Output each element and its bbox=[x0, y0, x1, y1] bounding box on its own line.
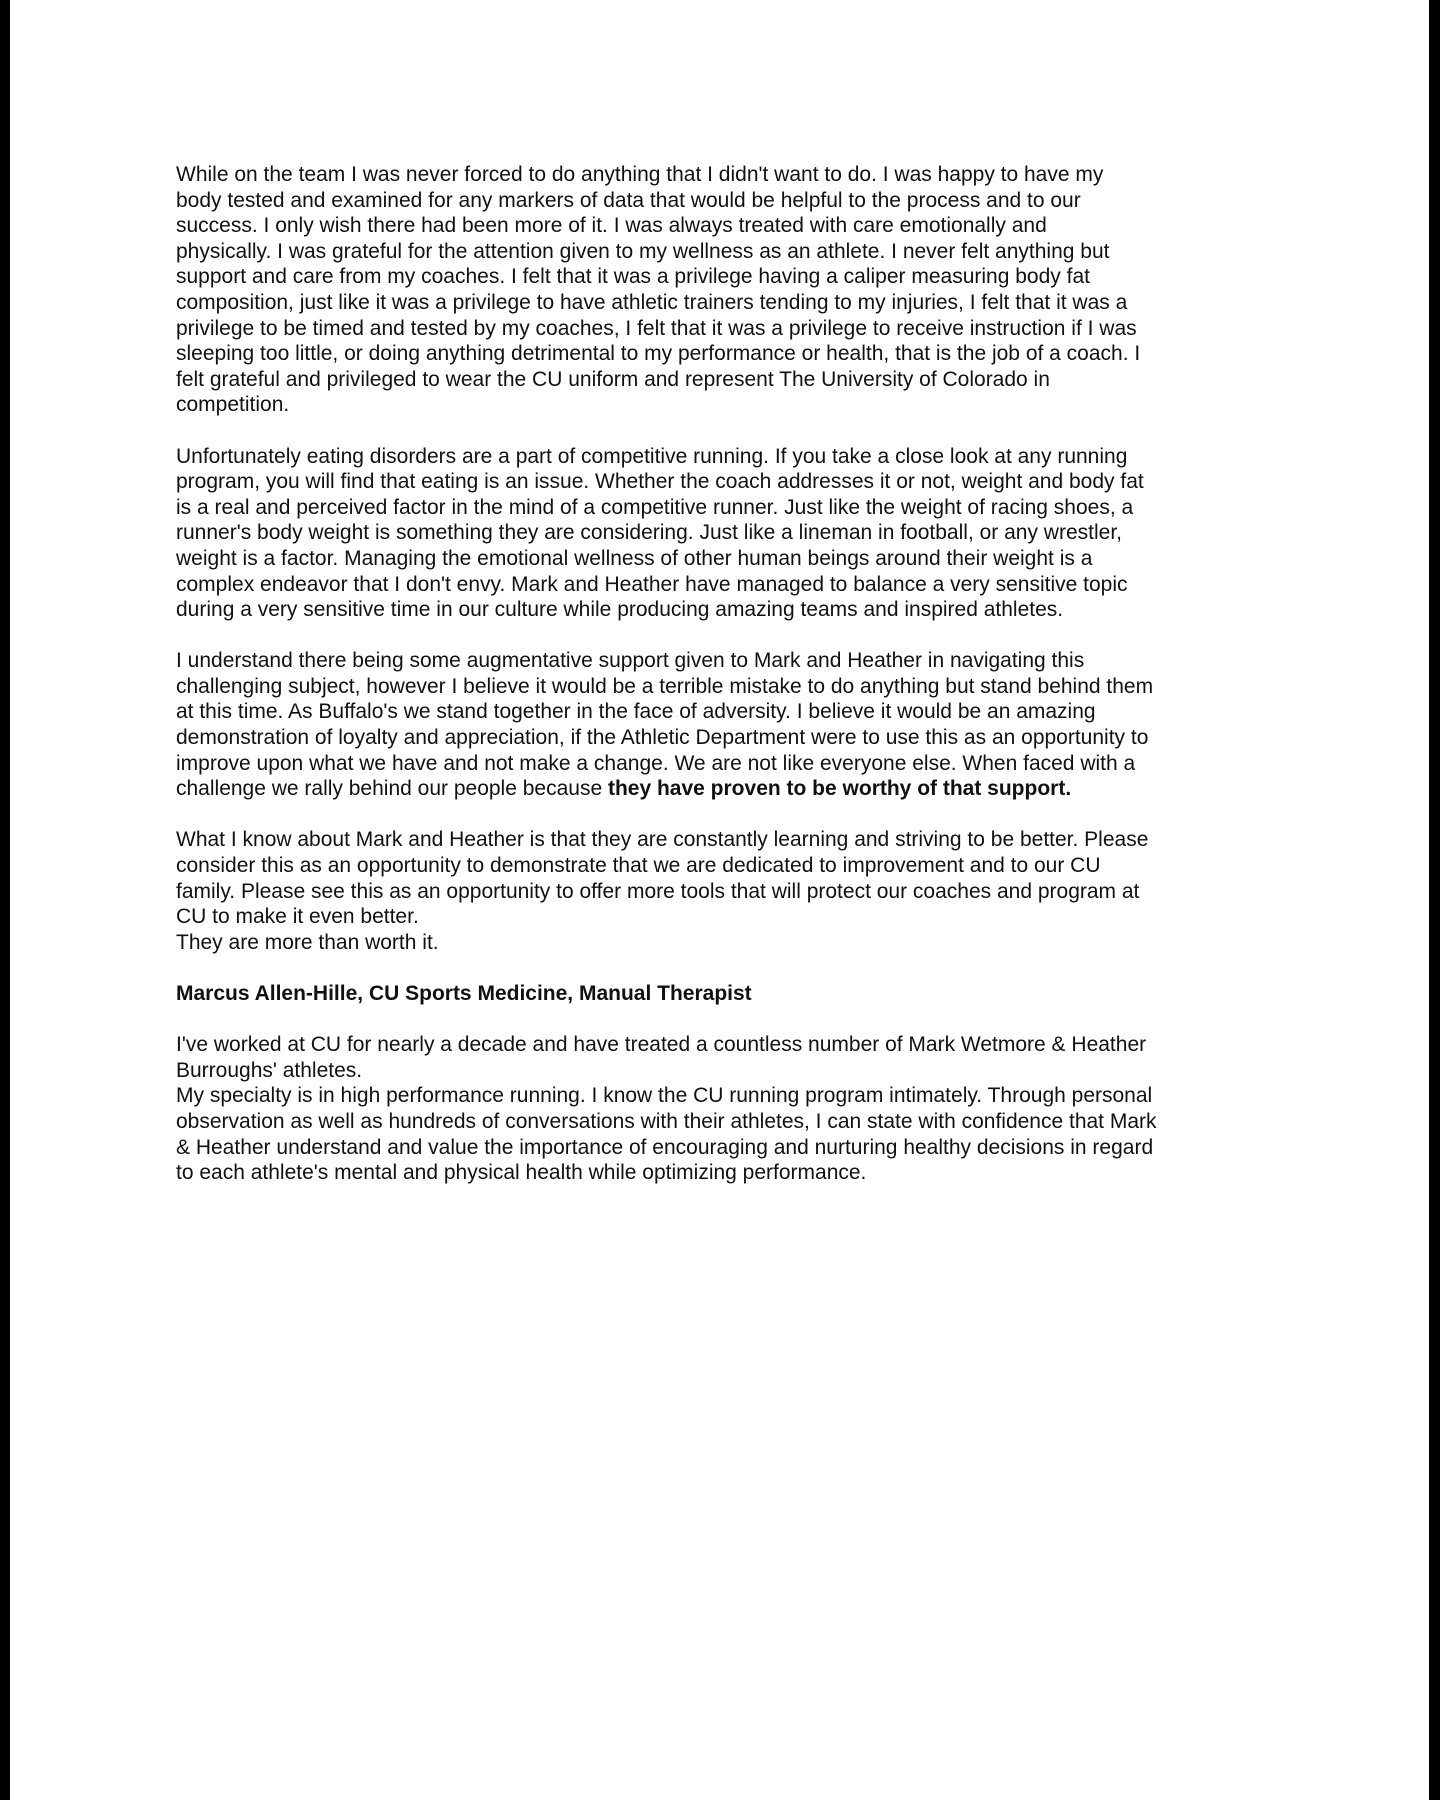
paragraph-support-text: I understand there being some augmentative support given to Mark and Heather in navigating this challenging subject, however I believe it would be a terrible mistake to do anything but stand behind them at this time. As Buffalo's we stand together in the face of adversity. I believe it would be an amazing demonstration of loyalty and appreciation, if the Athletic Department were to use this as an opportunity to improve upon what we have and not make a change. We are not like everyone else. When faced with a challenge we rally behind our people because bbox=[176, 649, 1154, 801]
paragraph-testimonial: I've worked at CU for nearly a decade and have treated a countless number of Mark Wetmore & Heather Burroughs' athletes. My specialty is in high performance running. I know the CU running program intimately. Through personal observation as well as hundreds of conversations with their athletes, I can state with confidence that Mark & Heather understand and value the importance of encouraging and nurturing healthy decisions in regard to each athlete's mental and physical health while optimizing performance. bbox=[176, 1033, 1157, 1185]
document-page bbox=[10, 0, 1429, 1800]
paragraph-support bbox=[176, 648, 1278, 802]
paragraph-support-emphasis: they have proven to be worthy of that support. bbox=[607, 777, 1072, 801]
paragraph-improvement: What I know about Mark and Heather is that they are constantly learning and striving to be better. Please consider this as an opportunity to demonstrate that we are dedicated to improvement and to our CU family. Please see this as an opportunity to offer more tools that will protect our coaches and program at CU to make it even better. They are more than worth it. bbox=[176, 828, 1149, 954]
paragraph-eating-disorders: Unfortunately eating disorders are a part of competitive running. If you take a close look at any running program, you will find that eating is an issue. Whether the coach addresses it or not, weight and body fat is a real and perceived factor in the mind of a competitive runner. Just like the weight of racing shoes, a runner's body weight is something they are considering. Just like a lineman in football, or any wrestler, weight is a factor. Managing the emotional wellness of other human beings around their weight is a complex endeavor that I don't envy. Mark and Heather have managed to balance a very sensitive topic during a very sensitive time in our culture while producing amazing teams and inspired athletes. bbox=[176, 444, 1144, 622]
paragraph-team-experience: While on the team I was never forced to do anything that I didn't want to do. I was happy to have my body tested and examined for any markers of data that would be helpful to the process and to our success. I only wish there had been more of it. I was always treated with care emotionally and physically. I was grateful for the attention given to my wellness as an athlete. I never felt anything but support and care from my coaches. I felt that it was a privilege having a caliper measuring body fat composition, just like it was a privilege to have athletic trainers tending to my injuries, I felt that it was a privilege to be timed and tested by my coaches, I felt that it was a privilege to receive instruction if I was sleeping too little, or doing anything detrimental to my performance or health, that is the job of a coach. I felt grateful and privileged to wear the CU uniform and represent The University of Colorado in competition. bbox=[176, 163, 1141, 417]
testimonial-heading: Marcus Allen-Hille, CU Sports Medicine, Manual Therapist bbox=[176, 982, 752, 1005]
document-body bbox=[176, 162, 1278, 1186]
